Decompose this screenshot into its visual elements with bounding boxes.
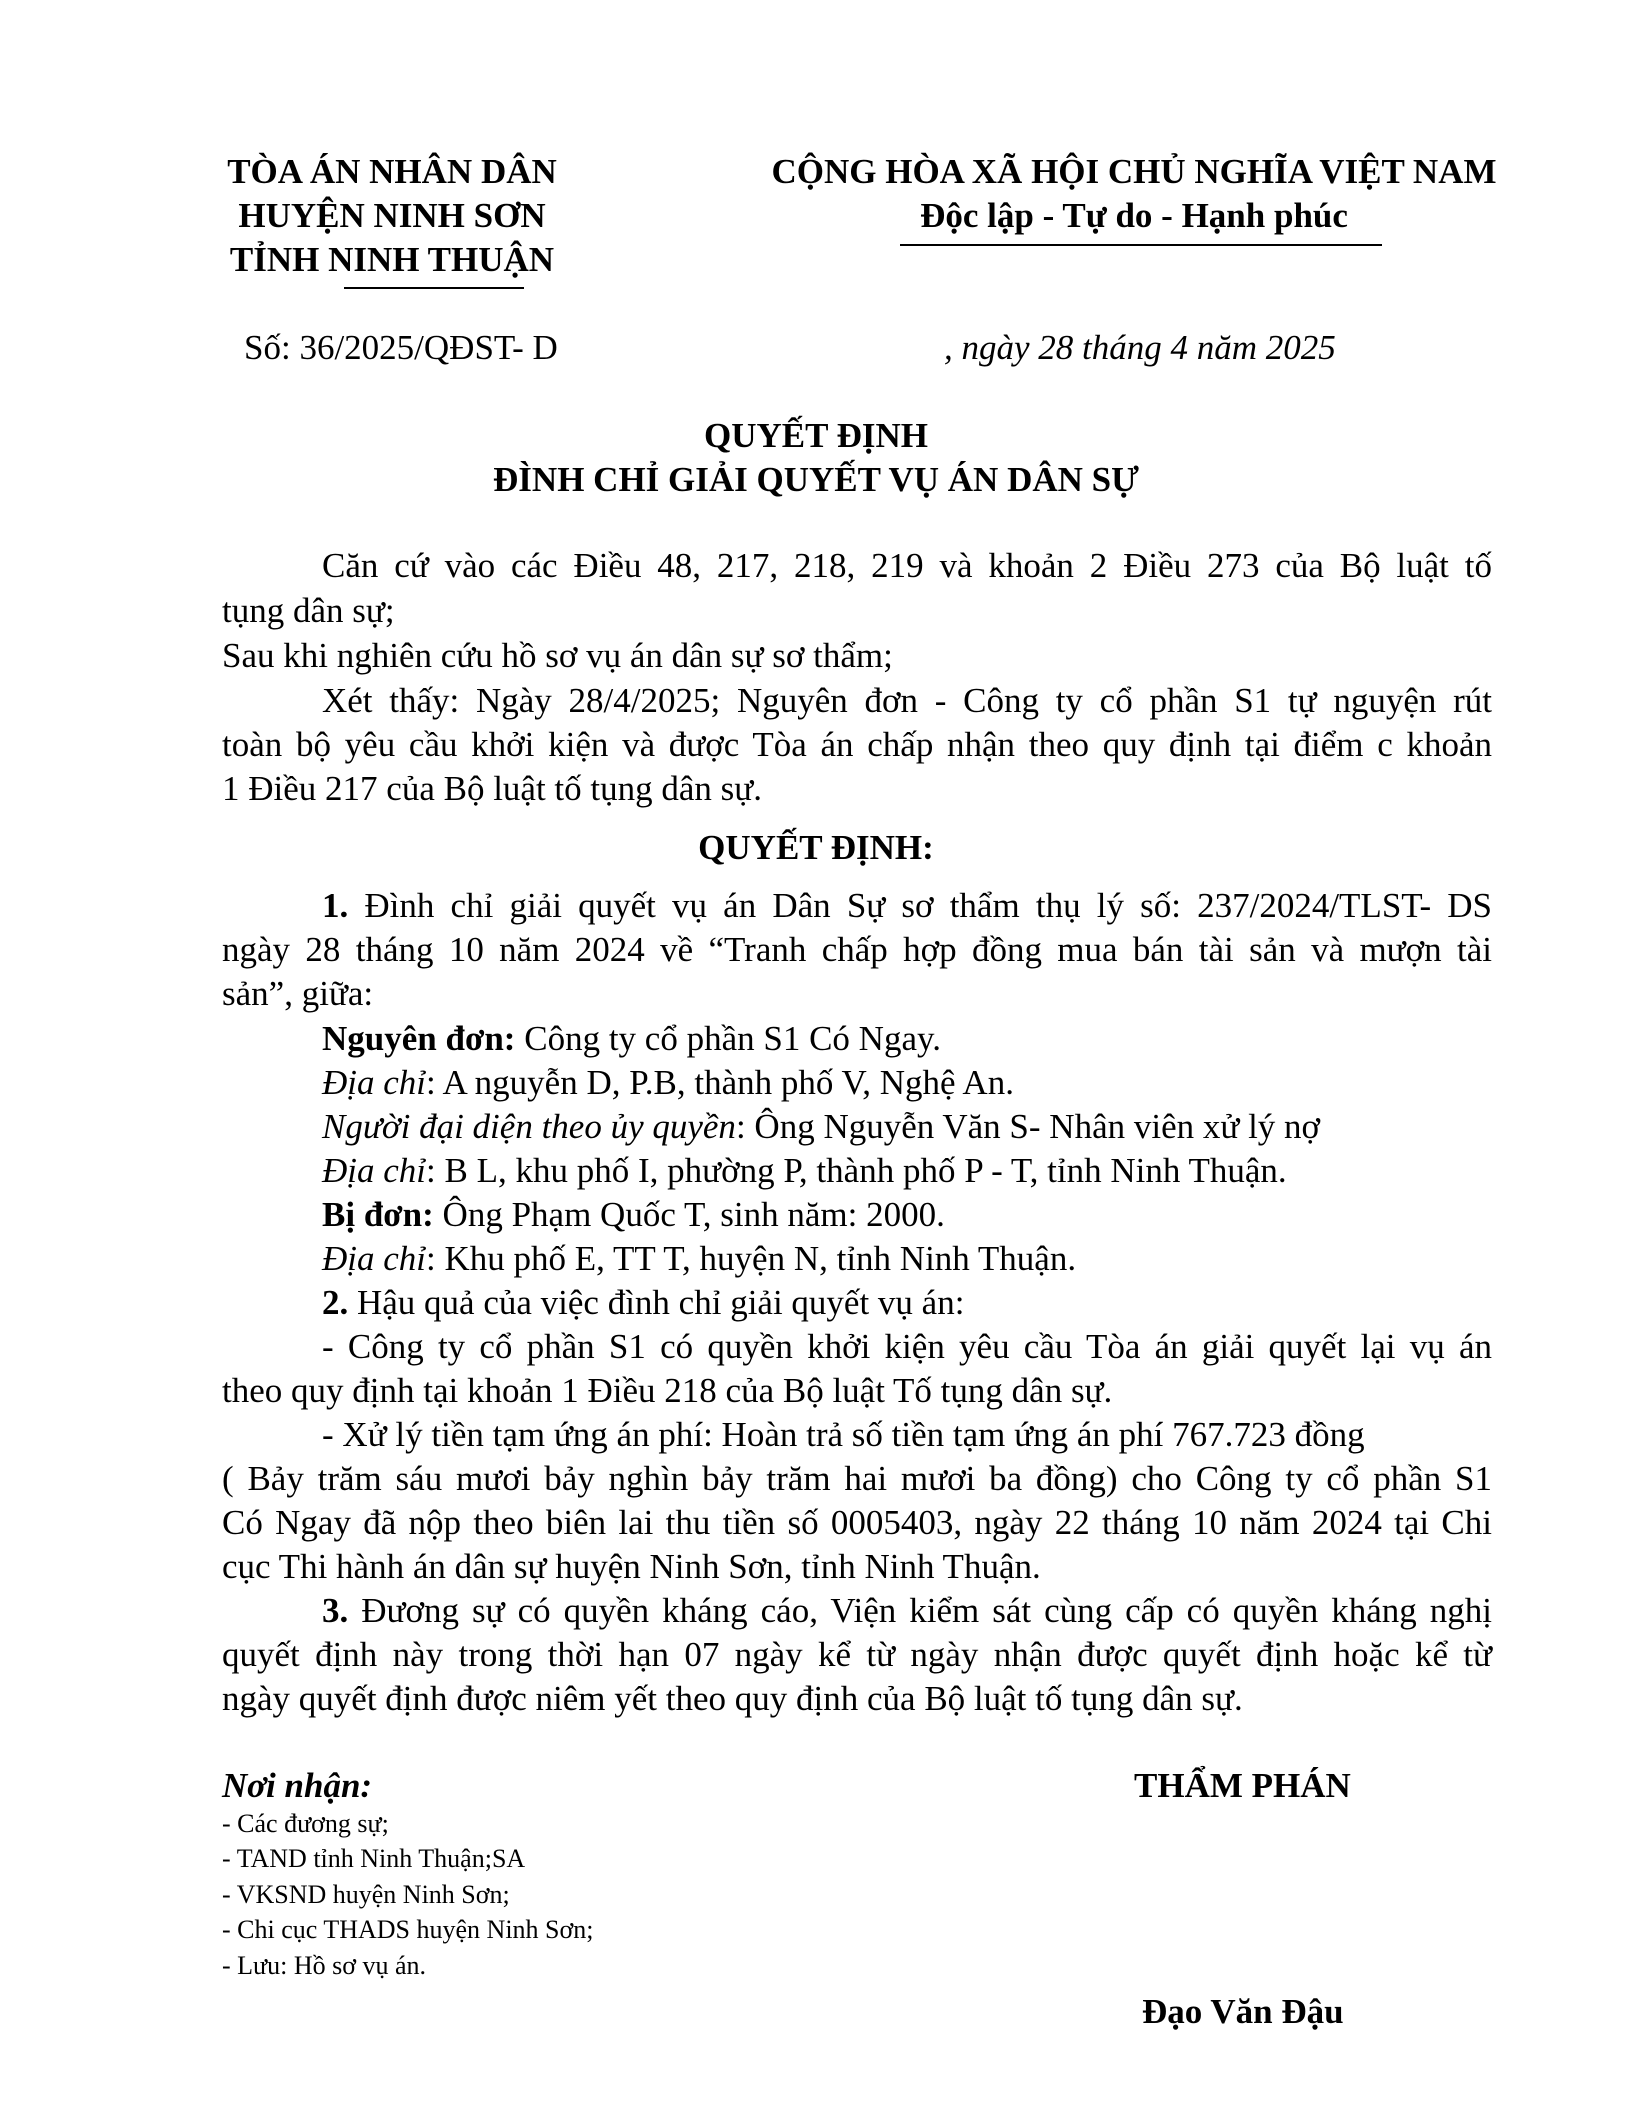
item3-text: Đương sự có quyền kháng cáo, Viện kiểm sát cùng cấp có quyền kháng nghị bbox=[348, 1591, 1492, 1630]
defendant-value: Ông Phạm Quốc T, sinh năm: 2000. bbox=[433, 1195, 945, 1234]
item1-number: 1. bbox=[322, 886, 349, 925]
recipient-item: - Lưu: Hồ sơ vụ án. bbox=[222, 1951, 427, 1980]
preamble-p2: Sau khi nghiên cứu hồ sơ vụ án dân sự sơ thẩm; bbox=[222, 636, 893, 675]
item2-bullet2-line4: cục Thi hành án dân sự huyện Ninh Sơn, tỉnh Ninh Thuận. bbox=[222, 1547, 1041, 1586]
recipient-item: - VKSND huyện Ninh Sơn; bbox=[222, 1880, 510, 1909]
item3-line3: ngày quyết định được niêm yết theo quy định của Bộ luật tố tụng dân sự. bbox=[222, 1679, 1243, 1718]
item2-bullet2-line1: - Xử lý tiền tạm ứng án phí: Hoàn trả số tiền tạm ứng án phí 767.723 đồng bbox=[322, 1415, 1365, 1454]
item3-line2: quyết định này trong thời hạn 07 ngày kể từ ngày nhận được quyết định hoặc kể từ bbox=[222, 1635, 1492, 1674]
representative-address-value: : B L, khu phố I, phường P, thành phố P - T, tỉnh Ninh Thuận. bbox=[426, 1151, 1287, 1190]
recipients-heading: Nơi nhận: bbox=[222, 1766, 373, 1805]
court-underline bbox=[344, 287, 524, 289]
item1-line2: ngày 28 tháng 10 năm 2024 về “Tranh chấp hợp đồng mua bán tài sản và mượn tài bbox=[222, 930, 1492, 969]
republic-heading: CỘNG HÒA XÃ HỘI CHỦ NGHĨA VIỆT NAM bbox=[771, 152, 1497, 191]
plaintiff-address-value: : A nguyễn D, P.B, thành phố V, Nghệ An. bbox=[426, 1063, 1014, 1102]
court-name-line1: TÒA ÁN NHÂN DÂN bbox=[227, 152, 557, 191]
title-line1: QUYẾT ĐỊNH bbox=[704, 416, 928, 455]
item1-line3: sản”, giữa: bbox=[222, 974, 374, 1013]
document-date: , ngày 28 tháng 4 năm 2025 bbox=[944, 328, 1336, 367]
item3-number: 3. bbox=[322, 1591, 349, 1630]
representative-line bbox=[322, 1105, 1320, 1149]
defendant-address-label: Địa chỉ bbox=[322, 1239, 427, 1278]
representative-address-line bbox=[322, 1149, 1287, 1193]
item2-bullet2-line3: Có Ngay đã nộp theo biên lai thu tiền số 0005403, ngày 22 tháng 10 năm 2024 tại Chi bbox=[222, 1503, 1492, 1542]
signer-name: Đạo Văn Đậu bbox=[1142, 1992, 1344, 2031]
preamble-p3-line1: Xét thấy: Ngày 28/4/2025; Nguyên đơn - Công ty cổ phần S1 tự nguyện rút bbox=[322, 681, 1492, 720]
item2-number: 2. bbox=[322, 1283, 349, 1322]
recipient-item: - TAND tỉnh Ninh Thuận;SA bbox=[222, 1844, 526, 1873]
plaintiff-address-label: Địa chỉ bbox=[322, 1063, 427, 1102]
decision-heading: QUYẾT ĐỊNH: bbox=[698, 828, 934, 867]
representative-label: Người đại diện theo ủy quyền bbox=[322, 1107, 736, 1146]
defendant-line bbox=[322, 1193, 945, 1237]
defendant-address-line bbox=[322, 1237, 1076, 1281]
plaintiff-address-line bbox=[322, 1061, 1014, 1105]
recipient-item: - Các đương sự; bbox=[222, 1809, 389, 1838]
title-line2: ĐÌNH CHỈ GIẢI QUYẾT VỤ ÁN DÂN SỰ bbox=[493, 460, 1139, 499]
court-name-line2: HUYỆN NINH SƠN bbox=[238, 196, 546, 235]
plaintiff-value: Công ty cổ phần S1 Có Ngay. bbox=[515, 1019, 941, 1058]
court-name-line3: TỈNH NINH THUẬN bbox=[229, 240, 555, 279]
defendant-address-value: : Khu phố E, TT T, huyện N, tỉnh Ninh Thuận. bbox=[426, 1239, 1077, 1278]
plaintiff-label: Nguyên đơn: bbox=[322, 1019, 516, 1058]
signature-title: THẨM PHÁN bbox=[1134, 1766, 1351, 1805]
motto-underline bbox=[900, 244, 1382, 246]
preamble-p1-line1: Căn cứ vào các Điều 48, 217, 218, 219 và khoản 2 Điều 273 của Bộ luật tố bbox=[322, 546, 1492, 585]
plaintiff-line bbox=[322, 1017, 941, 1061]
item2-heading: Hậu quả của việc đình chỉ giải quyết vụ án: bbox=[348, 1283, 965, 1322]
defendant-label: Bị đơn: bbox=[322, 1195, 434, 1234]
item1-line1 bbox=[322, 884, 1492, 928]
representative-address-label: Địa chỉ bbox=[322, 1151, 427, 1190]
item2-bullet1-line1: - Công ty cổ phần S1 có quyền khởi kiện yêu cầu Tòa án giải quyết lại vụ án bbox=[322, 1327, 1492, 1366]
preamble-p1-line2: tụng dân sự; bbox=[222, 591, 395, 630]
item2-bullet2-line2: ( Bảy trăm sáu mươi bảy nghìn bảy trăm hai mươi ba đồng) cho Công ty cổ phần S1 bbox=[222, 1459, 1492, 1498]
recipient-item: - Chi cục THADS huyện Ninh Sơn; bbox=[222, 1915, 594, 1944]
item3-line1 bbox=[322, 1589, 1492, 1633]
item2-bullet1-line2: theo quy định tại khoản 1 Điều 218 của Bộ luật Tố tụng dân sự. bbox=[222, 1371, 1113, 1410]
representative-value: : Ông Nguyễn Văn S- Nhân viên xử lý nợ bbox=[735, 1107, 1321, 1146]
item2-heading-line bbox=[322, 1281, 964, 1325]
item1-text: Đình chỉ giải quyết vụ án Dân Sự sơ thẩm thụ lý số: 237/2024/TLST- DS bbox=[364, 886, 1493, 925]
motto: Độc lập - Tự do - Hạnh phúc bbox=[920, 196, 1348, 235]
preamble-p3-line2: toàn bộ yêu cầu khởi kiện và được Tòa án chấp nhận theo quy định tại điểm c khoản bbox=[222, 725, 1492, 764]
document-number: Số: 36/2025/QĐST- D bbox=[244, 328, 558, 367]
preamble-p3-line3: 1 Điều 217 của Bộ luật tố tụng dân sự. bbox=[222, 769, 763, 808]
